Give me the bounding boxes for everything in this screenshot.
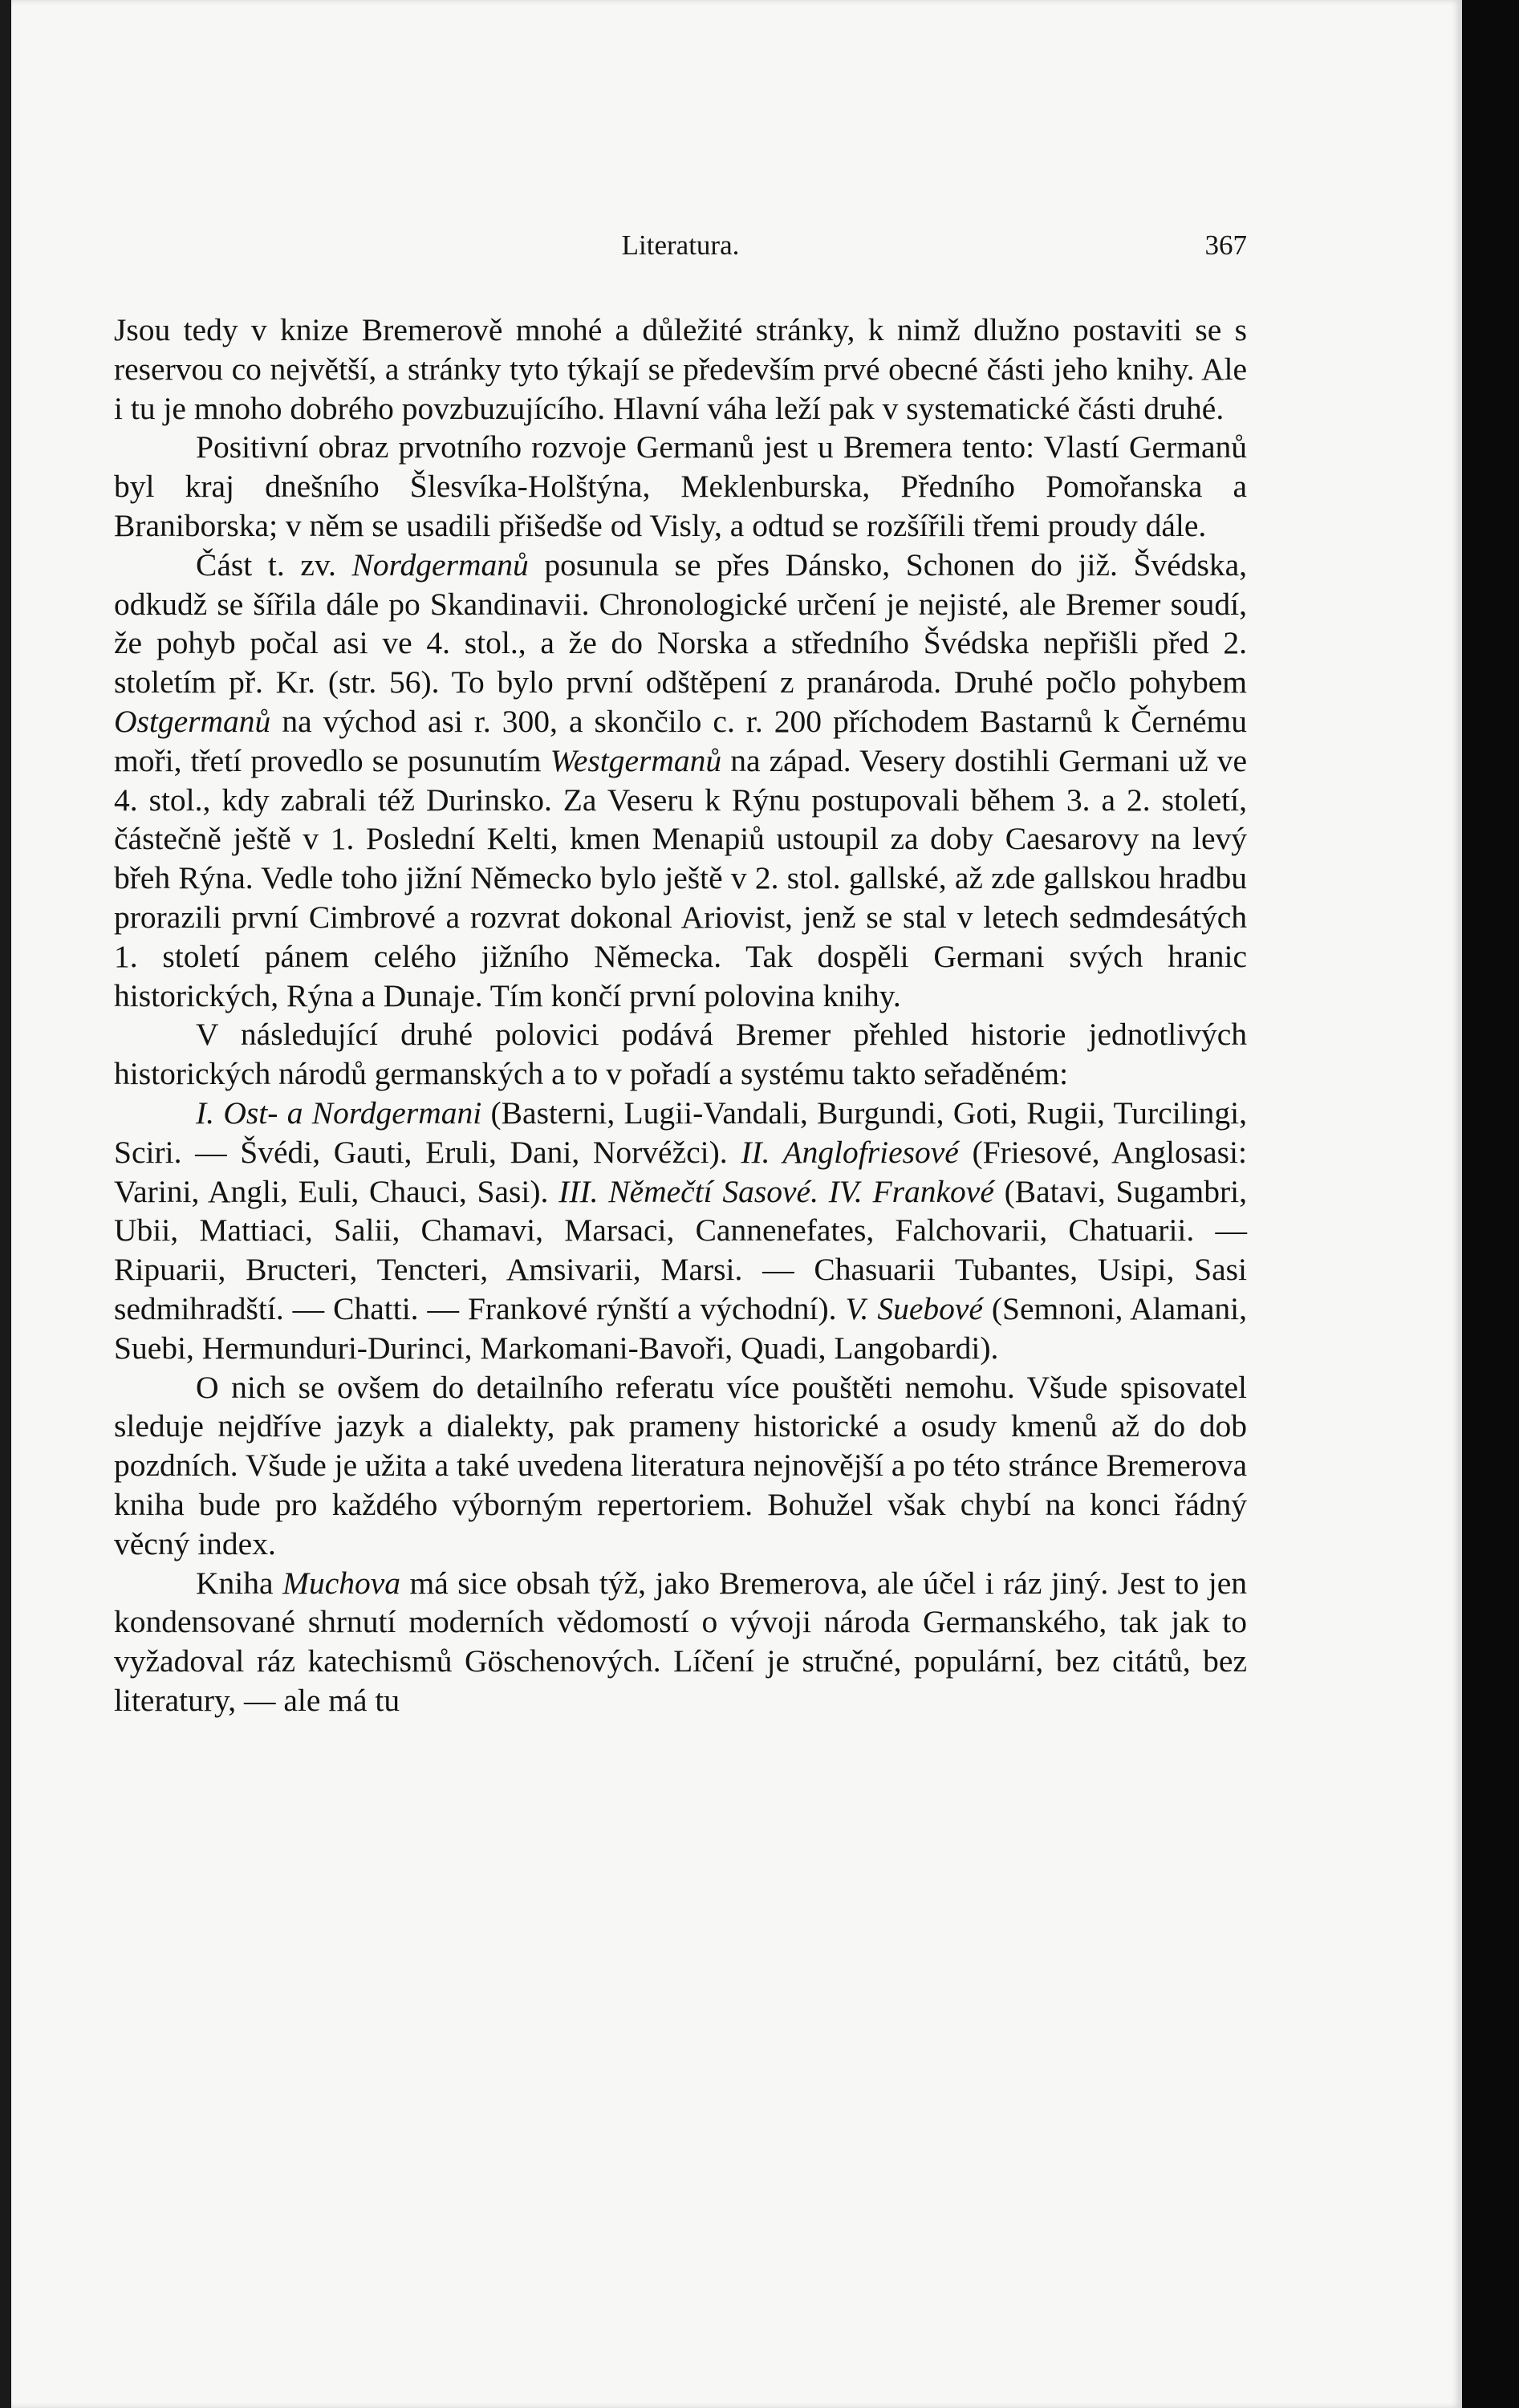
- text-run: Kniha: [196, 1565, 274, 1601]
- italic-term: Ostgermanů: [114, 703, 271, 739]
- text-run: má sice obsah týž, jako Bremerova, ale účel i ráz jiný. Jest to jen kondensované shrnutí moderních vědomostí o vývoji národa Germanského, tak jak to vyžadoval ráz katechismů Göschenových. Líčení je stručné, populární, bez citátů, bez literatury, — ale má tu: [114, 1565, 1248, 1718]
- paragraph: Positivní obraz prvotního rozvoje Germanů jest u Bremera tento: Vlastí Germanů byl kraj dnešního Šlesvíka-Holštýna, Meklenburska, Předního Pomořanska a Braniborska; v něm se usadili přišedše od Visly, a odtud se rozšířili třemi proudy dále.: [114, 429, 1247, 543]
- italic-term: Nordgermanů: [351, 546, 529, 583]
- paragraph: [114, 1564, 1247, 1720]
- italic-term: V. Suebové: [845, 1290, 983, 1326]
- italic-term: III. Němečtí Sasové. IV. Frankové: [558, 1173, 994, 1209]
- text-run: na východ asi r. 300, a skončilo c. r. 200 příchodem Bastarnů k Černému moři, třetí provedlo se posunutím: [114, 703, 1247, 778]
- text-run: (Friesové, Anglosasi: Varini, Angli, Euli, Chauci, Sasi).: [114, 1134, 1248, 1209]
- text-run: Část t. zv.: [196, 546, 336, 583]
- text-run: (Semnoni, Alamani, Suebi, Hermunduri-Durinci, Markomani-Bavoři, Quadi, Langobardi).: [114, 1290, 1248, 1366]
- scan-left-edge: [0, 0, 11, 2408]
- paragraph: [114, 546, 1247, 1016]
- italic-term: Muchova: [282, 1565, 401, 1601]
- running-title: Literatura.: [621, 229, 740, 261]
- running-header: [114, 229, 1247, 270]
- paragraph: Jsou tedy v knize Bremerově mnohé a důležité stránky, k nimž dlužno postaviti se s reservou co největší, a stránky tyto týkají se především prvé obecné části jeho knihy. Ale i tu je mnoho dobrého povzbuzujícího. Hlavní váha leží pak v systematické části druhé.: [114, 312, 1247, 426]
- italic-term: I. Ost- a Nordgermani: [196, 1094, 482, 1131]
- italic-term: Westgermanů: [550, 742, 722, 778]
- text-run: na západ. Vesery dostihli Germani už ve 4. stol., kdy zabrali též Durinsko. Za Veseru k Rýnu postupovali během 3. a 2. století, částečně ještě v 1. Poslední Kelti, kmen Menapiů ustoupil za doby Caesarovy na levý břeh Rýna. Vedle toho jižní Německo bylo ještě v 2. stol. gallské, až zde gallskou hradbu prorazili první Cimbrové a rozvrat dokonal Ariovist, jenž se stal v letech sedmdesátých 1. století pánem celého jižního Německa. Tak dospěli Germani svých hranic historických, Rýna a Dunaje. Tím končí první polovina knihy.: [114, 742, 1247, 1013]
- article-body: [114, 311, 1247, 1720]
- page-number: 367: [1204, 229, 1247, 261]
- paragraph: V následující druhé polovici podává Bremer přehled historie jednotlivých historických národů germanských a to v pořadí a systému takto seřaděném:: [114, 1017, 1247, 1092]
- italic-term: II. Anglofriesové: [741, 1134, 959, 1170]
- paragraph: O nich se ovšem do detailního referatu více pouštěti nemohu. Všude spisovatel sleduje nejdříve jazyk a dialekty, pak prameny historické a osudy kmenů až do dob pozdních. Všude je užita a také uvedena literatura nejnovější a po této stránce Bremerova kniha bude pro každého výborným repertoriem. Bohužel však chybí na konci řádný věcný index.: [114, 1369, 1247, 1561]
- paragraph: [114, 1094, 1247, 1368]
- text-run: (Basterni, Lugii-Vandali, Burgundi, Goti, Rugii, Turcilingi, Sciri. — Švédi, Gauti, Eruli, Dani, Norvéžci).: [114, 1094, 1247, 1170]
- text-run: posunula se přes Dánsko, Schonen do již. Švédska, odkudž se šířila dále po Skandinavii. Chronologické určení je nejisté, ale Bremer soudí, že pohyb počal asi ve 4. stol., a že do Norska a středního Švédska nepřišli před 2. stoletím př. Kr. (str. 56). To bylo první odštěpení z pranároda. Druhé počlo pohybem: [114, 546, 1248, 700]
- text-run: (Batavi, Sugambri, Ubii, Mattiaci, Salii, Chamavi, Marsaci, Cannenefates, Falchovarii, Chatuarii. — Ripuarii, Bructeri, Tencteri, Amsivarii, Marsi. — Chasuarii Tubantes, Usipi, Sasi sedmihradští. — Chatti. — Frankové rýnští a východní).: [114, 1173, 1247, 1326]
